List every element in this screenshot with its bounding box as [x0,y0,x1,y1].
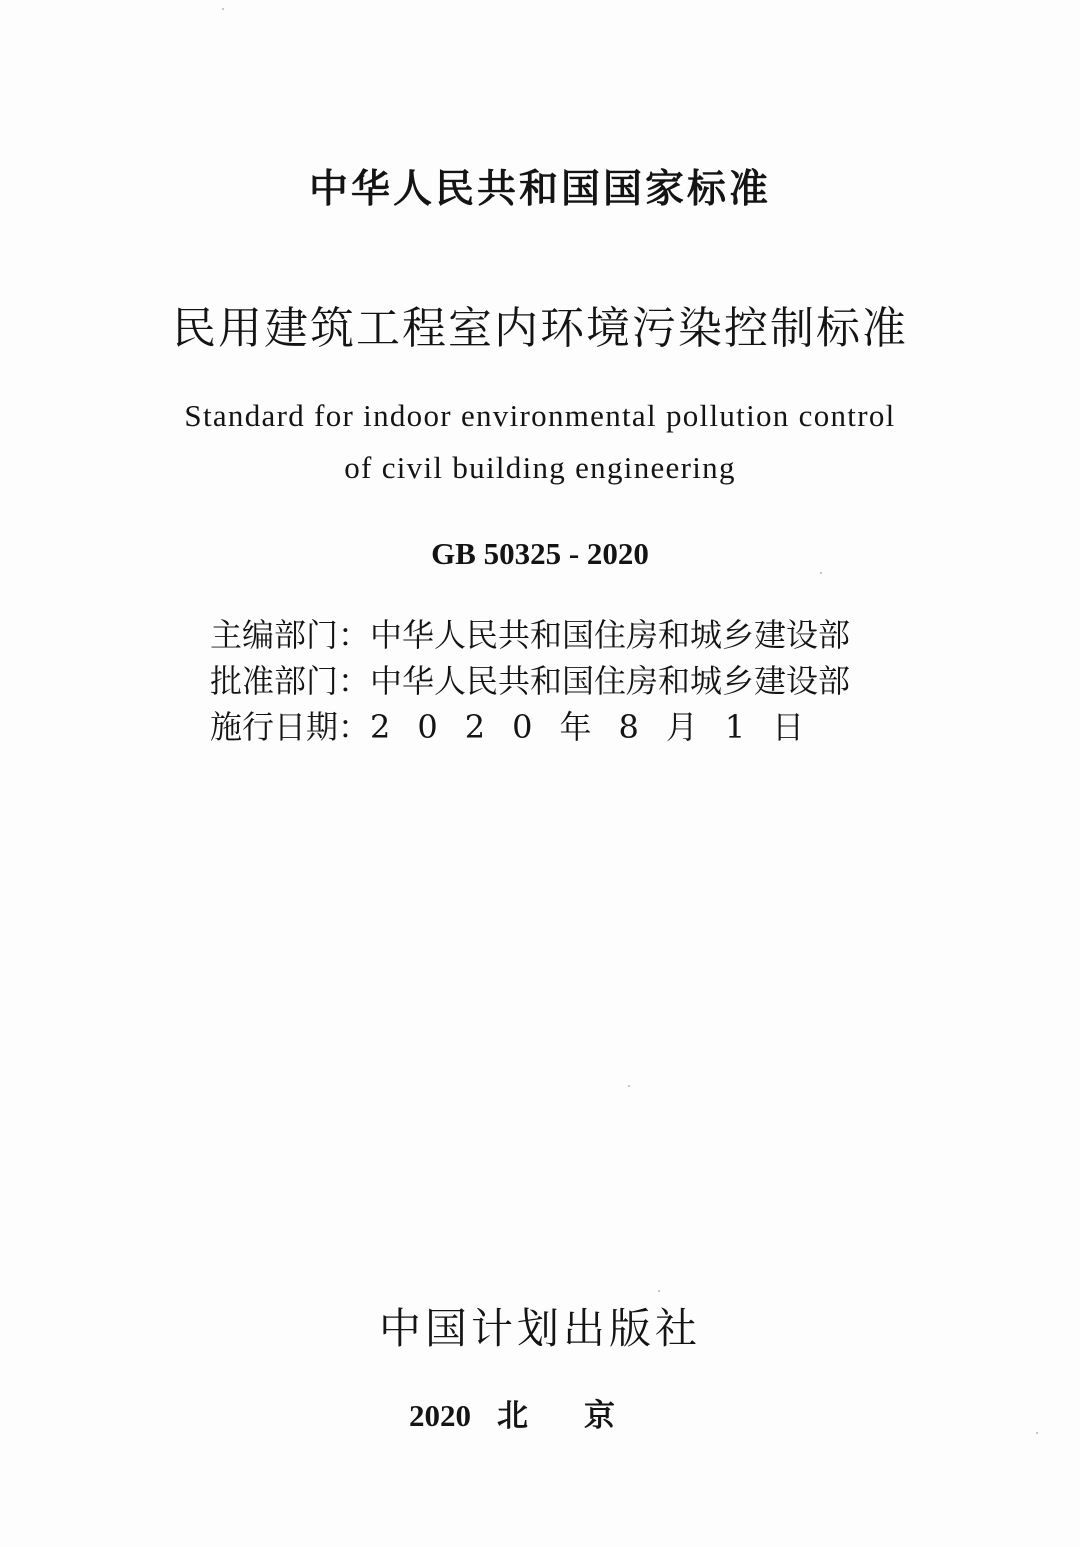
scan-speck [628,1085,630,1087]
approver-value: 中华人民共和国住房和城乡建设部 [370,662,851,700]
publication-line [0,1390,1080,1435]
approver-row [210,658,910,704]
effective-date-label: 施行日期： [210,708,371,746]
chinese-title: 民用建筑工程室内环境污染控制标准 [172,303,908,354]
editor-row [210,612,910,658]
english-title-line-1: Standard for indoor environmental pollution control [184,398,896,433]
publication-year: 2020 [409,1398,471,1433]
scan-speck [658,1290,660,1292]
publisher-name: 中国计划出版社 [378,1304,701,1353]
approver-label: 批准部门： [210,662,371,700]
scan-speck [222,8,224,10]
scan-speck [1036,1432,1038,1434]
info-block [210,612,910,750]
editor-value: 中华人民共和国住房和城乡建设部 [370,616,851,654]
editor-label: 主编部门： [210,616,371,654]
standard-code: GB 50325 - 2020 [431,536,649,571]
effective-date-value: 2020年8月1日 [370,708,832,746]
publication-city: 北京 [497,1398,671,1433]
effective-date-row [210,704,910,750]
scan-speck [820,572,822,574]
national-standard-heading: 中华人民共和国国家标准 [308,167,771,212]
english-title-line-2: of civil building engineering [344,450,736,485]
